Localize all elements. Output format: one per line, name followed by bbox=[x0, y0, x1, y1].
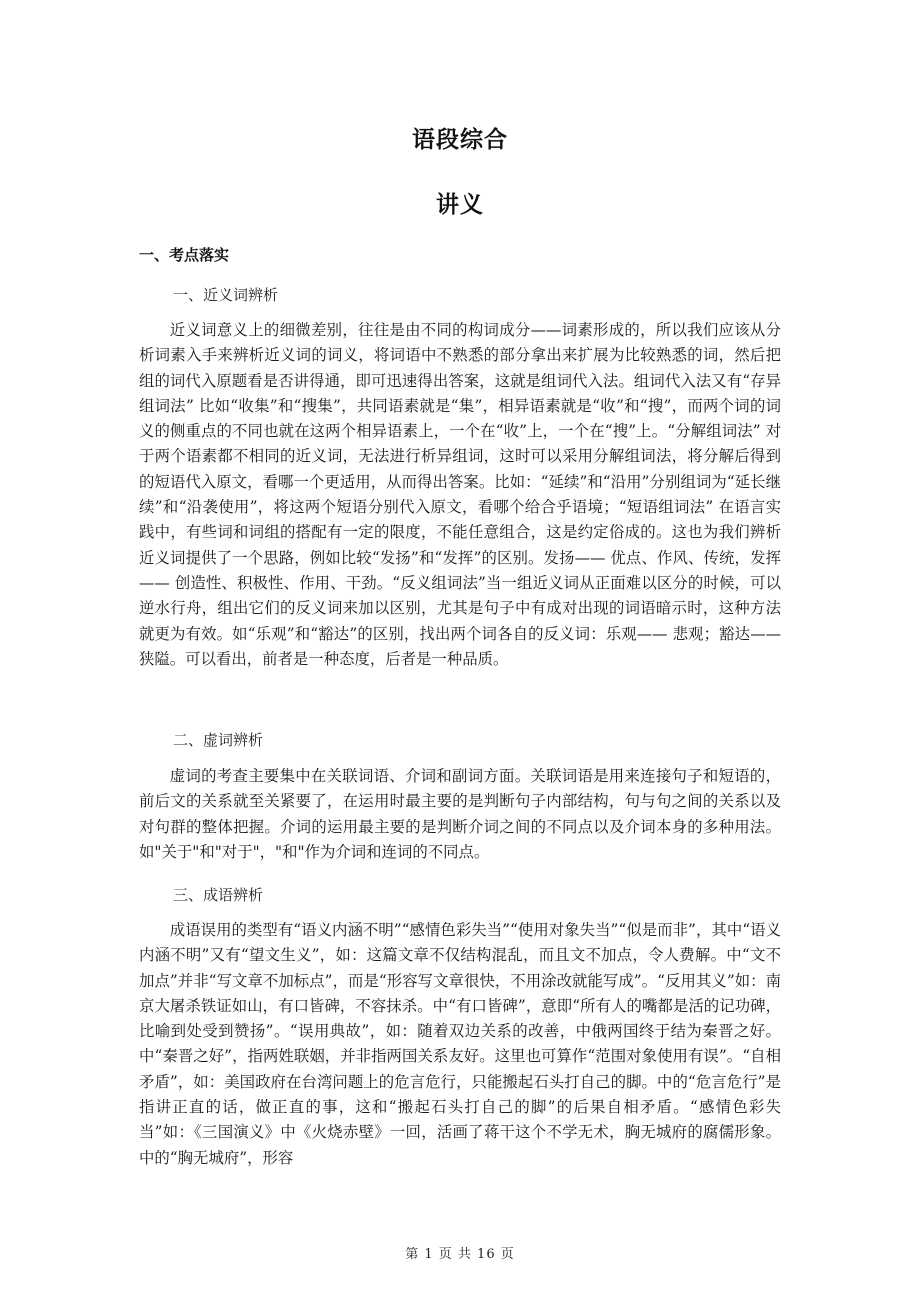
document-subtitle: 讲义 bbox=[436, 192, 484, 218]
document-title: 语段综合 bbox=[412, 127, 508, 153]
page-number-footer: 第 1 页 共 16 页 bbox=[405, 1247, 515, 1262]
subsection-heading-function-words: 二、虚词辨析 bbox=[173, 731, 264, 749]
subsection-heading-synonyms: 一、近义词辨析 bbox=[173, 286, 279, 304]
paragraph-idioms: 成语误用的类型有“语义内涵不明”“感情色彩失当”“使用对象失当”“似是而非”，其中“语义内涵不明”又有“望文生义”，如：这篇文章不仅结构混乱，而且文不加点，令人费解。中“文不加点”并非“写文章不加标点”，而是“形容写文章很快，不用涂改就能写成”。“反用其义”如：南京大屠杀铁证如山，有口皆碑，不容抹杀。中“有口皆碑”，意即“所有人的嘴都是活的记功碑，比喻到处受到赞扬”。“误用典故”，如：随着双边关系的改善，中俄两国终于结为秦晋之好。中“秦晋之好”，指两姓联姻，并非指两国关系友好。这里也可算作“范围对象使用有误”。“自相矛盾”，如：美国政府在台湾问题上的危言危行，只能搬起石头打自己的脚。中的“危言危行”是指讲正直的话，做正直的事，这和“搬起石头打自己的脚”的后果自相矛盾。“感情色彩失当”如：《三国演义》中《火烧赤壁》一回，活画了蒋干这个不学无术，胸无城府的腐儒形象。中的“胸无城府”，形容 bbox=[139, 921, 781, 1167]
paragraph-synonyms: 近义词意义上的细微差别，往往是由不同的构词成分——词素形成的，所以我们应该从分析词素入手来辨析近义词的词义，将词语中不熟悉的部分拿出来扩展为比较熟悉的词，然后把组的词代入原题看是否讲得通，即可迅速得出答案，这就是组词代入法。组词代入法又有“存异组词法” 比如“收集”和“搜集”，共同语素就是“集”，相异语素就是“收”和“搜”，而两个词的词义的侧重点的不同也就在这两个相异语素上，一个在“收”上，一个在“搜”上。“分解组词法” 对于两个语素都不相同的近义词，无法进行析异组词，这时可以采用分解组词法，将分解后得到的短语代入原文，看哪一个更适用，从而得出答案。比如：“延续”和“沿用”分别组词为“延长继续”和“沿袭使用”，将这两个短语分别代入原文，看哪个给合乎语境；“短语组词法” 在语言实践中，有些词和词组的搭配有一定的限度，不能任意组合，这是约定俗成的。这也为我们辨析近义词提供了一个思路，例如比较“发扬”和“发挥”的区别。发扬—— 优点、作风、传统，发挥—— 创造性、积极性、作用、干劲。“反义组词法”当一组近义词从正面难以区分的时候，可以逆水行舟，组出它们的反义词来加以区别，尤其是句子中有成对出现的词语暗示时，这种方法就更为有效。如“乐观”和“豁达”的区别，找出两个词各自的反义词：乐观—— 悲观；豁达——狭隘。可以看出，前者是一种态度，后者是一种品质。 bbox=[139, 321, 781, 668]
section-heading: 一、考点落实 bbox=[139, 246, 230, 264]
subsection-heading-idioms: 三、成语辨析 bbox=[173, 886, 264, 904]
paragraph-function-words: 虚词的考查主要集中在关联词语、介词和副词方面。关联词语是用来连接句子和短语的，前后文的关系就至关紧要了，在运用时最主要的是判断句子内部结构，句与句之间的关系以及对句群的整体把握。介词的运用最主要的是判断介词之间的不同点以及介词本身的多种用法。如"关于"和"对于"，"和"作为介词和连词的不同点。 bbox=[139, 767, 781, 861]
